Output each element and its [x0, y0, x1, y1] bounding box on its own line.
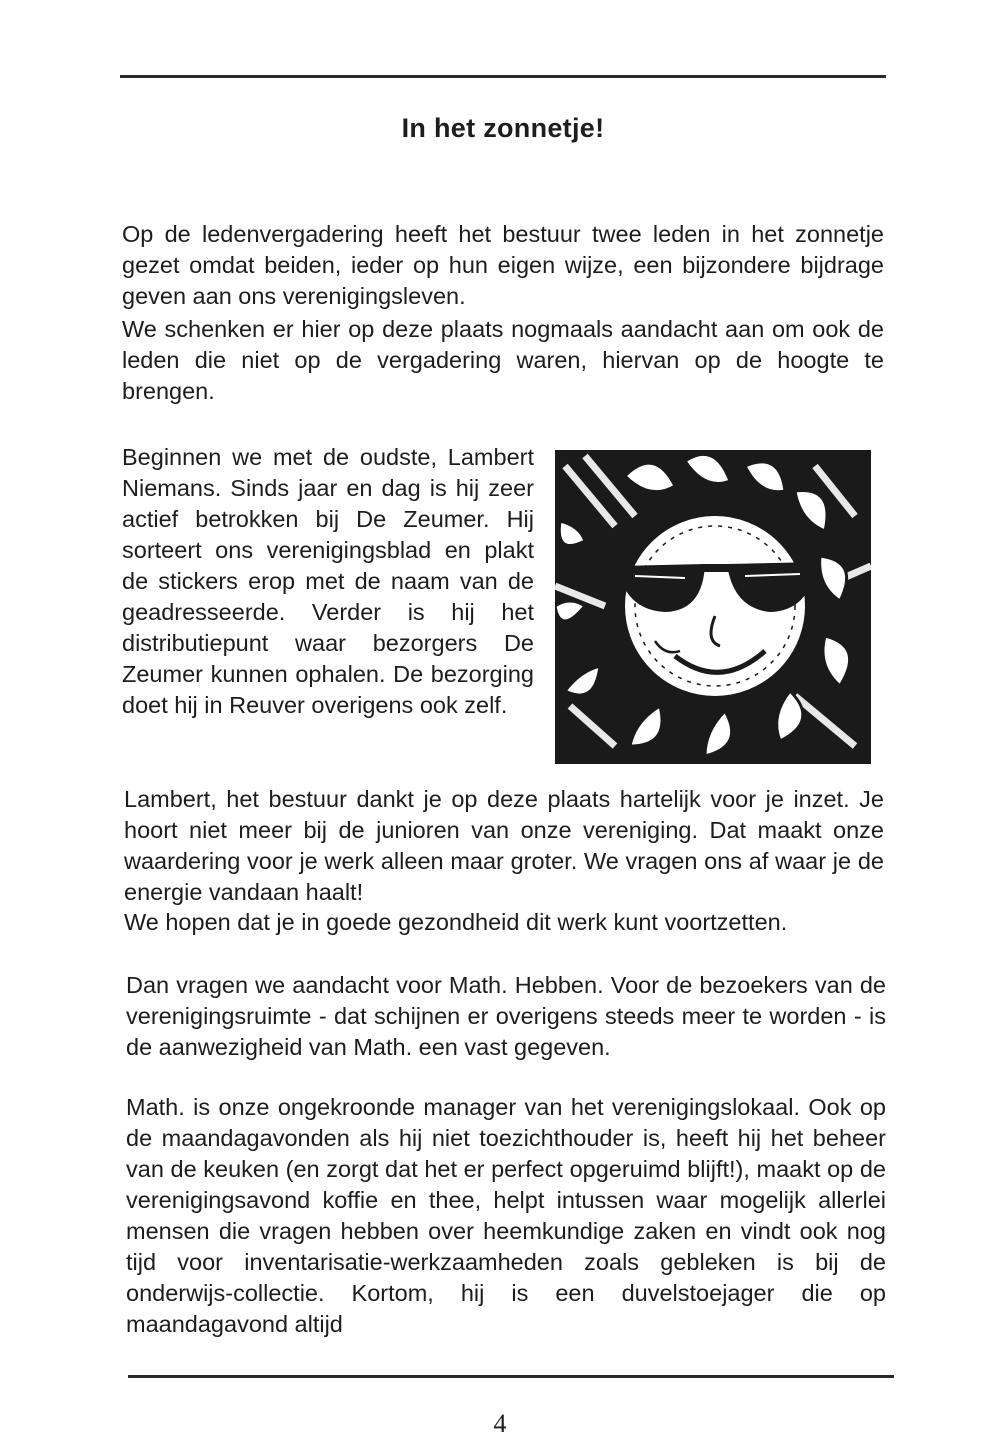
paragraph-lambert-thanks: Lambert, het bestuur dankt je op deze plaats hartelijk voor je inzet. Je hoort niet meer bij de junioren van onze vereniging. Dat maakt onze waardering voor je werk alleen maar groter. We vragen ons af waar je de energie vandaan haalt!	[124, 786, 884, 905]
bottom-divider	[128, 1375, 894, 1378]
paragraph-lambert-wish: We hopen dat je in goede gezondheid dit werk kunt voortzetten.	[124, 909, 788, 935]
paragraph-math-details: Math. is onze ongekroonde manager van het verenigingslokaal. Ook op de maandagavonden als hij niet toezichthouder is, heeft hij het beheer van de keuken (en zorgt dat het er perfect opgeruimd blijft!), maakt op de verenigingsavond koffie en thee, helpt intussen waar mogelijk allerlei mensen die vragen hebben over heemkundige zaken en vindt ook nog tijd voor inventarisatie-werkzaamheden zoals gebleken is bij de onderwijs-collectie. Kortom, hij is een duvelstoejager die op maandagavond altijd	[126, 1094, 886, 1337]
sun-with-sunglasses-icon	[555, 446, 873, 766]
paragraph-intro: Op de ledenvergadering heeft het bestuur twee leden in het zonnetje gezet omdat beiden, ieder op hun eigen wijze, een bijzondere bijdrage geven aan ons verenigingsleven.	[122, 221, 884, 309]
paragraph-lambert: Beginnen we met de oudste, Lambert Niemans. Sinds jaar en dag is hij zeer actief betrokken bij De Zeumer. Hij sorteert ons verenigingsblad en plakt de stickers erop met de naam van de geadresseerde. Verder is hij het distributiepunt waar bezorgers De Zeumer kunnen ophalen. De bezorging doet hij in Reuver overigens ook zelf.	[122, 444, 534, 718]
top-divider	[120, 75, 886, 78]
page-number: 4	[493, 1409, 507, 1438]
paragraph-math-intro: Dan vragen we aandacht voor Math. Hebben. Voor de bezoekers van de verenigingsruimte - dat schijnen er overigens steeds meer te worden - is de aanwezigheid van Math. een vast gegeven.	[126, 972, 886, 1060]
paragraph-purpose: We schenken er hier op deze plaats nogmaals aandacht aan om ook de leden die niet op de vergadering waren, hiervan op de hoogte te brengen.	[122, 316, 884, 404]
article-title: In het zonnetje!	[401, 113, 605, 143]
